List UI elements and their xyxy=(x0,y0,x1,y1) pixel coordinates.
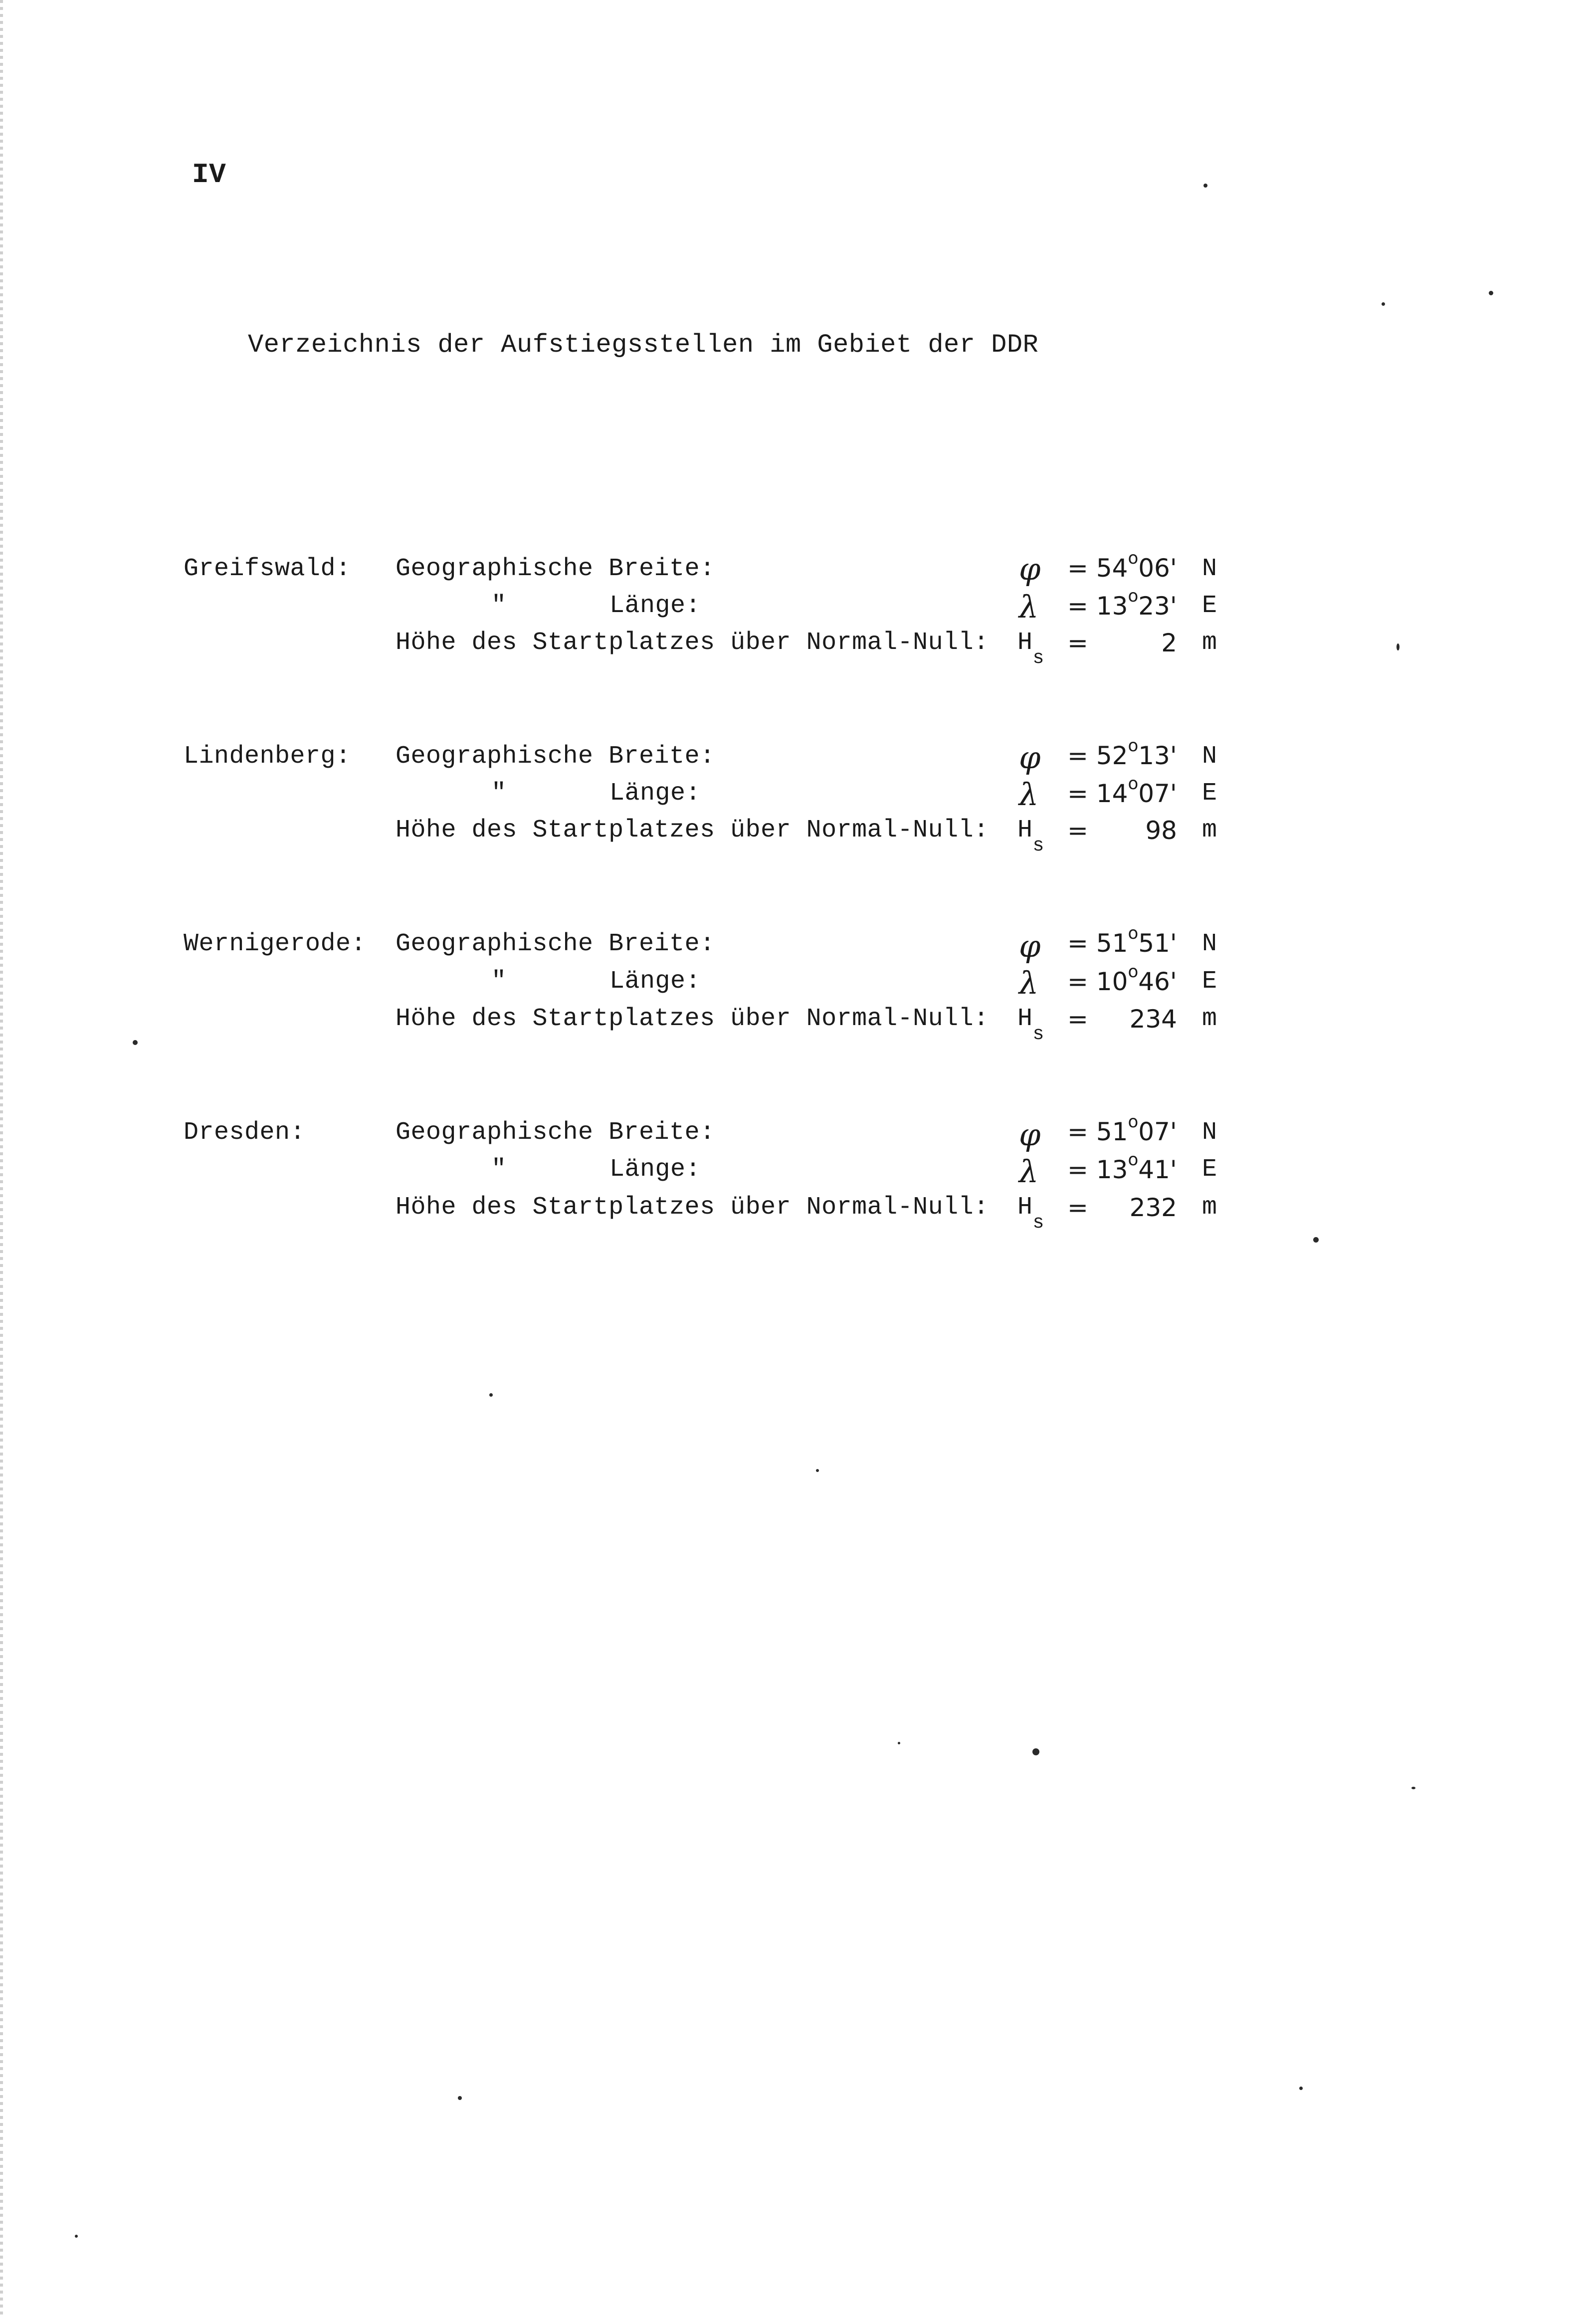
equals-sign: = xyxy=(1067,929,1088,958)
station-name: Wernigerode: xyxy=(184,930,367,958)
equals-sign: = xyxy=(1067,816,1088,845)
minute-sign: ' xyxy=(1170,592,1177,621)
degree-sign: o xyxy=(1128,962,1139,982)
equals-sign: = xyxy=(1067,629,1088,657)
longitude-direction: E xyxy=(1202,967,1217,996)
longitude-degrees: 13 xyxy=(1096,1155,1128,1184)
equals-sign: = xyxy=(1067,592,1088,621)
scan-speck xyxy=(1382,302,1385,306)
equals-sign: = xyxy=(1067,967,1088,996)
longitude-degrees: 10 xyxy=(1096,967,1128,996)
ditto-mark: " xyxy=(491,1155,507,1184)
longitude-value xyxy=(1067,774,1177,808)
page-number: IV xyxy=(192,159,226,191)
station-name: Greifswald: xyxy=(184,555,351,583)
scan-speck xyxy=(1313,1237,1319,1243)
height-symbol: $H_s$ xyxy=(1017,816,1044,856)
minute-sign: ' xyxy=(1170,741,1177,770)
height-label: Höhe des Startplatzes über Normal-Null: xyxy=(396,1005,989,1033)
scan-speck xyxy=(1203,184,1207,188)
degree-sign: o xyxy=(1128,1150,1139,1170)
minute-sign: ' xyxy=(1170,1117,1177,1146)
longitude-value xyxy=(1067,962,1177,996)
height-value: 2 xyxy=(1161,629,1177,657)
phi-symbol: φ xyxy=(1019,1116,1041,1153)
latitude-degrees: 54 xyxy=(1096,554,1128,583)
ditto-mark: " xyxy=(491,592,507,620)
scan-speck xyxy=(1299,2087,1303,2090)
longitude-degrees: 13 xyxy=(1096,592,1128,621)
longitude-minutes: 46 xyxy=(1138,967,1170,996)
latitude-label: Geographische Breite: xyxy=(396,1118,715,1147)
height-value: 232 xyxy=(1129,1193,1177,1222)
height-unit: m xyxy=(1202,629,1217,657)
equals-sign: = xyxy=(1067,779,1088,808)
page-title: Verzeichnis der Aufstiegsstellen im Gebiet der DDR xyxy=(248,330,1039,360)
equals-sign: = xyxy=(1067,741,1088,770)
height-symbol: $H_s$ xyxy=(1017,1193,1044,1234)
station-name: Lindenberg: xyxy=(184,742,351,771)
lambda-symbol: λ xyxy=(1019,965,1039,1001)
scan-speck xyxy=(1411,1787,1415,1789)
longitude-label: Länge: xyxy=(609,779,701,808)
phi-symbol: φ xyxy=(1019,739,1041,776)
equals-sign: = xyxy=(1067,1155,1088,1184)
latitude-minutes: 13 xyxy=(1138,741,1170,770)
phi-symbol: φ xyxy=(1019,551,1041,587)
height-label: Höhe des Startplatzes über Normal-Null: xyxy=(396,1193,989,1222)
longitude-label: Länge: xyxy=(609,1155,701,1184)
scan-speck xyxy=(898,1742,900,1744)
latitude-value xyxy=(1067,736,1177,770)
longitude-value xyxy=(1067,586,1177,621)
station-name: Dresden: xyxy=(184,1118,306,1147)
ditto-mark: " xyxy=(491,967,507,996)
latitude-direction: N xyxy=(1202,742,1217,771)
minute-sign: ' xyxy=(1170,779,1177,808)
equals-sign: = xyxy=(1067,1005,1088,1034)
scan-speck xyxy=(489,1393,493,1397)
degree-sign: o xyxy=(1128,1112,1139,1132)
longitude-minutes: 23 xyxy=(1138,592,1170,621)
minute-sign: ' xyxy=(1170,967,1177,996)
degree-sign: o xyxy=(1128,774,1139,794)
latitude-value xyxy=(1067,1112,1177,1146)
scan-speck xyxy=(133,1040,138,1045)
scan-speck xyxy=(1396,643,1399,650)
latitude-label: Geographische Breite: xyxy=(396,555,715,583)
height-symbol: $H_s$ xyxy=(1017,1005,1044,1045)
lambda-symbol: λ xyxy=(1019,1153,1039,1190)
page-edge xyxy=(0,0,3,2318)
minute-sign: ' xyxy=(1170,554,1177,583)
longitude-degrees: 14 xyxy=(1096,779,1128,808)
degree-sign: o xyxy=(1128,923,1139,943)
latitude-minutes: 07 xyxy=(1138,1117,1170,1146)
lambda-symbol: λ xyxy=(1019,776,1039,813)
scan-speck xyxy=(1489,291,1493,295)
longitude-label: Länge: xyxy=(609,967,701,996)
degree-sign: o xyxy=(1128,736,1139,756)
height-unit: m xyxy=(1202,1193,1217,1222)
height-label: Höhe des Startplatzes über Normal-Null: xyxy=(396,816,989,844)
latitude-degrees: 51 xyxy=(1096,929,1128,958)
longitude-value xyxy=(1067,1150,1177,1184)
latitude-value xyxy=(1067,923,1177,958)
equals-sign: = xyxy=(1067,1193,1088,1222)
longitude-minutes: 07 xyxy=(1138,779,1170,808)
longitude-label: Länge: xyxy=(609,592,701,620)
minute-sign: ' xyxy=(1170,1155,1177,1184)
scan-speck xyxy=(816,1469,819,1472)
height-unit: m xyxy=(1202,1005,1217,1033)
longitude-minutes: 41 xyxy=(1138,1155,1170,1184)
latitude-direction: N xyxy=(1202,930,1217,958)
latitude-degrees: 51 xyxy=(1096,1117,1128,1146)
latitude-direction: N xyxy=(1202,1118,1217,1147)
latitude-minutes: 51 xyxy=(1138,929,1170,958)
equals-sign: = xyxy=(1067,1117,1088,1146)
degree-sign: o xyxy=(1128,586,1139,606)
phi-symbol: φ xyxy=(1019,928,1041,964)
lambda-symbol: λ xyxy=(1019,589,1039,625)
minute-sign: ' xyxy=(1170,929,1177,958)
equals-sign: = xyxy=(1067,554,1088,583)
latitude-label: Geographische Breite: xyxy=(396,930,715,958)
height-label: Höhe des Startplatzes über Normal-Null: xyxy=(396,629,989,657)
scan-speck xyxy=(458,2096,462,2100)
height-unit: m xyxy=(1202,816,1217,844)
latitude-label: Geographische Breite: xyxy=(396,742,715,771)
longitude-direction: E xyxy=(1202,779,1217,808)
latitude-minutes: 06 xyxy=(1138,554,1170,583)
height-symbol: $H_s$ xyxy=(1017,629,1044,669)
latitude-direction: N xyxy=(1202,555,1217,583)
scan-speck xyxy=(75,2235,78,2238)
latitude-degrees: 52 xyxy=(1096,741,1128,770)
scan-speck xyxy=(1032,1748,1039,1755)
height-value: 234 xyxy=(1129,1005,1177,1034)
longitude-direction: E xyxy=(1202,592,1217,620)
ditto-mark: " xyxy=(491,779,507,808)
degree-sign: o xyxy=(1128,548,1139,568)
longitude-direction: E xyxy=(1202,1155,1217,1184)
latitude-value xyxy=(1067,548,1177,583)
height-value: 98 xyxy=(1145,816,1177,845)
